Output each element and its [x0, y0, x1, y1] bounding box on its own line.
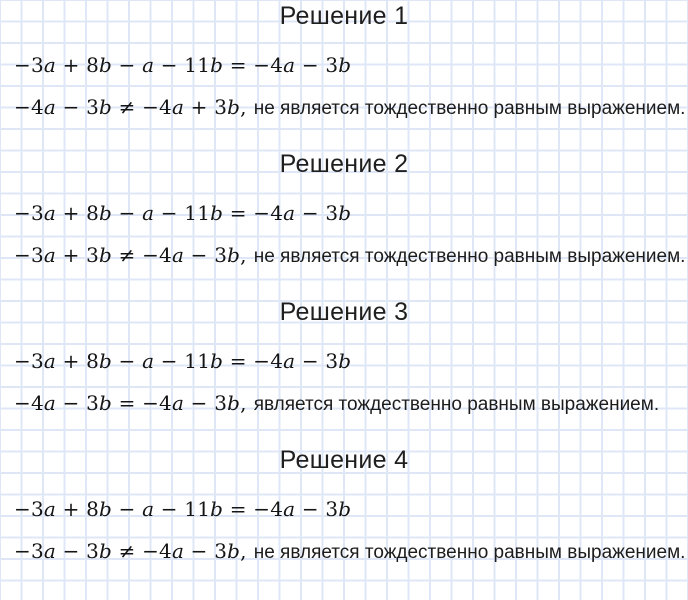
math-expression: −4a − 3b = −4a − 3b,: [14, 391, 247, 415]
solution-2-conclusion-line: [14, 243, 686, 268]
solution-3-title: Решение 3: [279, 298, 409, 326]
solution-2-equation-line: [14, 201, 678, 225]
solution-section-3: [0, 296, 688, 444]
solution-section-4: [0, 444, 688, 592]
conclusion-text: не является тождественно равным выражением.: [253, 542, 686, 563]
math-expression: −3a − 3b ≠ −4a − 3b,: [14, 539, 247, 563]
math-expression: −3a + 8b − a − 11b = −4a − 3b: [14, 201, 352, 225]
solution-3-equation-line: [14, 349, 678, 373]
solution-4-title: Решение 4: [279, 446, 409, 474]
conclusion-text: является тождественно равным выражением.: [253, 394, 660, 415]
solution-3-conclusion-line: [14, 391, 678, 416]
math-expression: −3a + 8b − a − 11b = −4a − 3b: [14, 53, 352, 77]
math-expression: −4a − 3b ≠ −4a + 3b,: [14, 95, 247, 119]
solution-1-equation-line: [14, 53, 678, 77]
solution-section-1: [0, 0, 688, 148]
solution-2-title: Решение 2: [279, 150, 409, 178]
solution-4-equation-line: [14, 497, 678, 521]
math-expression: −3a + 3b ≠ −4a − 3b,: [14, 243, 247, 267]
conclusion-text: не является тождественно равным выражением.: [253, 246, 686, 267]
solution-1-title: Решение 1: [279, 2, 409, 30]
solution-4-conclusion-line: [14, 539, 686, 564]
solution-1-conclusion-line: [14, 95, 686, 120]
math-expression: −3a + 8b − a − 11b = −4a − 3b: [14, 349, 352, 373]
solution-section-2: [0, 148, 688, 296]
math-expression: −3a + 8b − a − 11b = −4a − 3b: [14, 497, 352, 521]
conclusion-text: не является тождественно равным выражением.: [253, 98, 686, 119]
